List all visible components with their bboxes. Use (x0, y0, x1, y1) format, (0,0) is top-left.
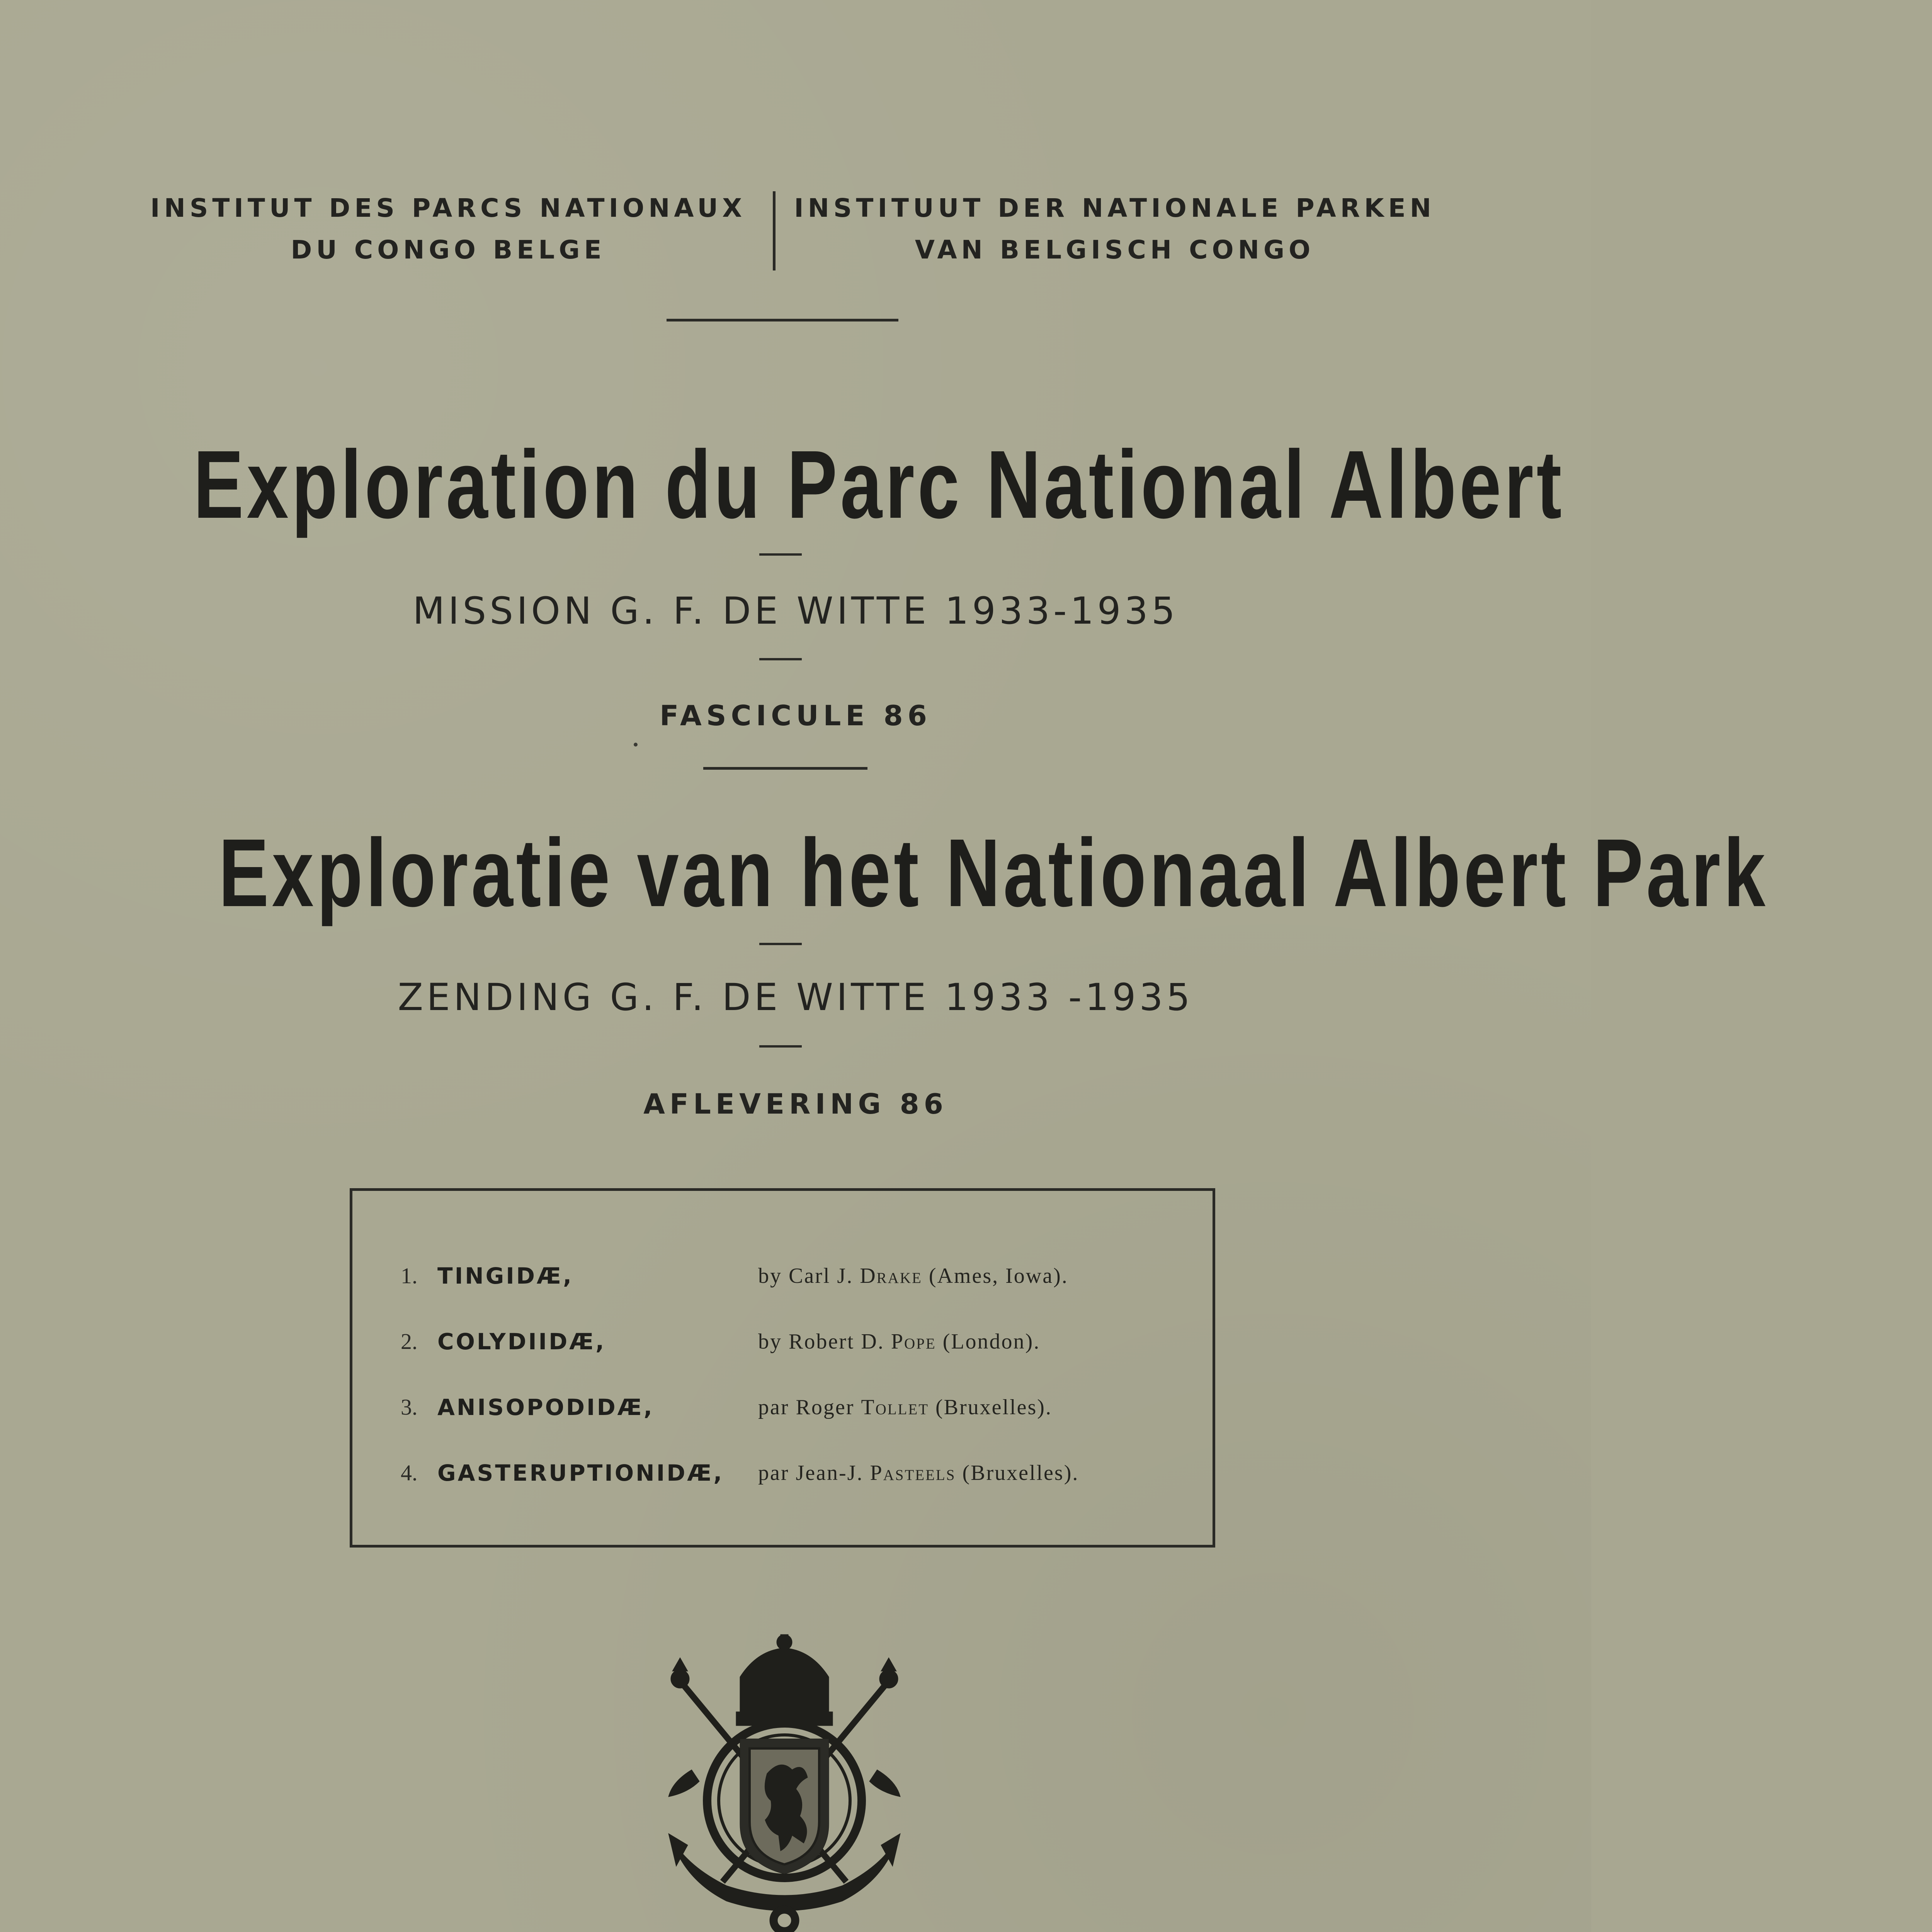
french-title: Exploration du Parc National Albert (193, 430, 1565, 538)
title-dash (759, 553, 802, 556)
author-surname: Drake (860, 1264, 922, 1288)
dutch-mission-dash (759, 1045, 802, 1048)
belgian-coat-of-arms-icon (665, 1634, 904, 1932)
author-place: (Bruxelles). (935, 1395, 1052, 1419)
entry-number: 2. (401, 1329, 418, 1354)
contents-row (352, 1324, 1213, 1359)
author-surname: Pope (891, 1330, 936, 1354)
entry-number: 1. (401, 1263, 418, 1288)
institute-french-line1: INSTITUT DES PARCS NATIONAUX (150, 193, 746, 223)
family-name: TINGIDÆ, (437, 1263, 573, 1289)
author-line (758, 1324, 1040, 1359)
entry-number: 3. (401, 1395, 418, 1420)
institute-french-line2: DU CONGO BELGE (291, 235, 606, 265)
contents-row (352, 1390, 1213, 1425)
family-name: COLYDIIDÆ, (437, 1328, 606, 1355)
dutch-title-dash (759, 943, 802, 945)
dutch-fascicule: AFLEVERING 86 (643, 1088, 948, 1120)
french-fascicule: FASCICULE 86 (660, 699, 932, 732)
contents-row (352, 1456, 1213, 1490)
institute-dutch-line1: INSTITUUT DER NATIONALE PARKEN (794, 193, 1435, 223)
family-name: GASTERUPTIONIDÆ, (437, 1460, 724, 1486)
header-divider (773, 191, 776, 270)
author-surname: Pasteels (870, 1461, 956, 1485)
entry-number: 4. (401, 1460, 418, 1485)
institute-dutch-line2: VAN BELGISCH CONGO (915, 235, 1315, 265)
header-rule (667, 319, 898, 321)
author-surname: Tollet (861, 1395, 929, 1419)
institute-dutch (786, 187, 1443, 271)
family-name: ANISOPODIDÆ, (437, 1394, 654, 1420)
author-prefix: par Roger (758, 1395, 855, 1419)
author-place: (London). (942, 1330, 1041, 1354)
dutch-mission: ZENDING G. F. DE WITTE 1933 -1935 (398, 976, 1194, 1019)
mission-dash (759, 658, 802, 660)
institute-french (120, 187, 777, 271)
author-place: (Bruxelles). (962, 1461, 1079, 1485)
author-prefix: par Jean-J. (758, 1461, 864, 1485)
author-line (758, 1259, 1068, 1293)
contents-row (352, 1259, 1213, 1293)
author-place: (Ames, Iowa). (929, 1264, 1068, 1288)
section-rule (703, 767, 867, 770)
author-prefix: by Carl J. (758, 1264, 854, 1288)
author-prefix: by Robert D. (758, 1330, 884, 1354)
contents-box (350, 1188, 1215, 1548)
author-line (758, 1456, 1079, 1490)
french-mission: MISSION G. F. DE WITTE 1933-1935 (413, 589, 1179, 633)
dutch-title: Exploratie van het Nationaal Albert Park (218, 819, 1769, 927)
author-line (758, 1390, 1052, 1425)
print-speck (634, 743, 638, 747)
